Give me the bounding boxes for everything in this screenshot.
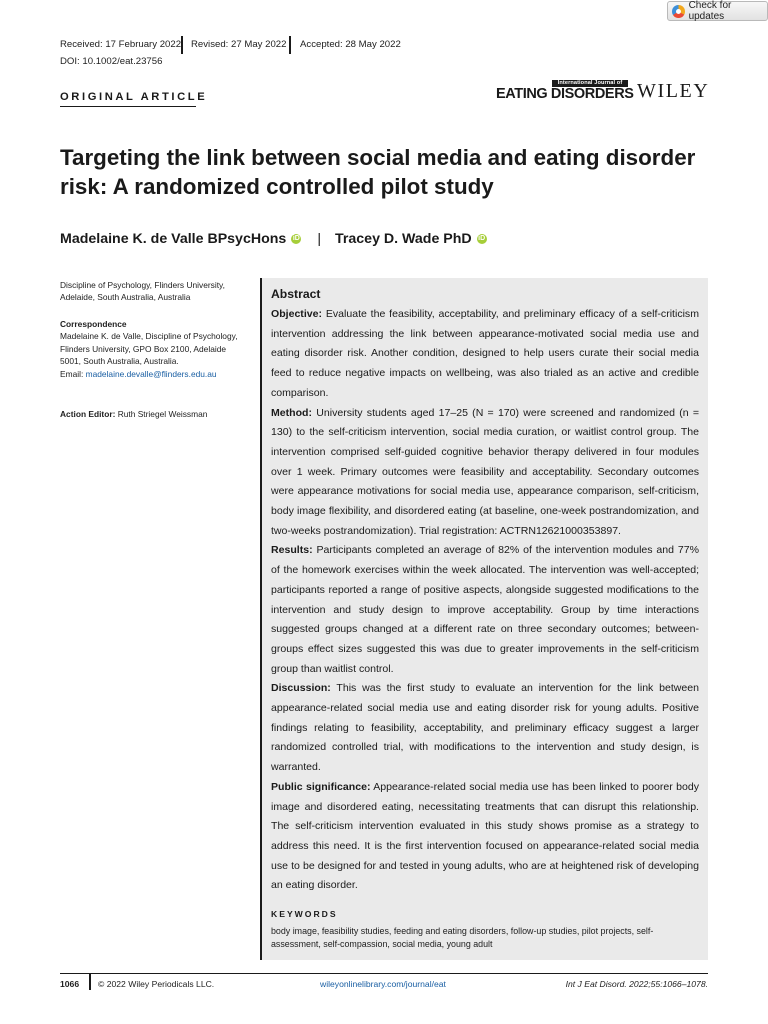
- keywords-list: body image, feasibility studies, feeding and eating disorders, follow-up studies, pilot projects, self-assessment, self-compassion, social media, young adult: [271, 926, 654, 949]
- correspondence-text: Madelaine K. de Valle, Discipline of Psychology, Flinders University, GPO Box 2100, Adelaide 5001, South Australia, Australia.: [60, 331, 238, 367]
- journal-logo-subtitle: International Journal of: [552, 80, 628, 87]
- author-name[interactable]: Tracey D. Wade PhD: [335, 231, 472, 247]
- page-number: 1066: [60, 979, 80, 989]
- citation: Int J Eat Disord. 2022;55:1066–1078.: [565, 979, 708, 989]
- divider: [181, 36, 183, 54]
- abstract-objective: Objective: Evaluate the feasibility, acceptability, and preliminary efficacy of a self-criticism intervention addressing the link between appearance-motivated social media use and eating disorder risk. Another condition, designed to help users curate their social media feed to reduce negative impacts on wellbeing, was also trialed as an active and credible comparison.: [271, 308, 699, 399]
- author-name[interactable]: Madelaine K. de Valle BPsycHons: [60, 231, 287, 247]
- keywords-heading: KEYWORDS: [271, 909, 338, 919]
- abstract-heading: Abstract: [271, 287, 321, 301]
- copyright: © 2022 Wiley Periodicals LLC.: [98, 979, 215, 989]
- correspondence-heading: Correspondence: [60, 319, 127, 329]
- abstract-significance: Public significance: Appearance-related social media use has been linked to poorer body image and disordered eating, necessitating treatments that can disrupt this relationship. The self-criticism intervention evaluated in this study shows promise as a strategy to address this need. It is the first intervention focused on appearance-related social media use to be designed for and tested in young adults, who are at heightened risk of developing an eating disorder.: [271, 780, 699, 892]
- abstract-body: [271, 305, 699, 896]
- doi: DOI: 10.1002/eat.23756: [60, 56, 163, 67]
- correspondence-block: [60, 318, 246, 380]
- abstract-results: Results: Participants completed an average of 82% of the intervention modules and 77% of the homework exercises within the week allocated. The intervention was well-accepted; participants reported a range of positive aspects, alongside suggested modifications to the intervention and study design to improve acceptability. Group by time interactions suggested groups changed at a different rate on three secondary outcomes; between-groups effect sizes suggested this was due to greater improvements in the self-criticism group than waitlist control.: [271, 544, 699, 675]
- footer-divider: [89, 973, 91, 990]
- article-title: Targeting the link between social media and eating disorder risk: A randomized controlled pilot study: [60, 145, 696, 199]
- publisher-logo: WILEY: [637, 80, 710, 102]
- journal-url-link[interactable]: wileyonlinelibrary.com/journal/eat: [320, 979, 446, 989]
- footer-rule: [60, 973, 708, 974]
- received-date: Received: 17 February 2022: [60, 39, 182, 50]
- orcid-icon[interactable]: iD: [292, 235, 300, 242]
- action-editor-label: Action Editor:: [60, 409, 116, 419]
- journal-logo: EATING DISORDERS: [496, 86, 634, 102]
- author-separator: |: [317, 231, 321, 247]
- check-for-updates-label: Check for updates: [688, 0, 732, 22]
- article-type-underline: [60, 106, 196, 107]
- email-link[interactable]: madelaine.devalle@flinders.edu.au: [85, 368, 217, 379]
- abstract-method: Method: University students aged 17–25 (N = 170) were screened and randomized (n = 130) to the self-criticism intervention, social media curation, or waitlist control group. The intervention comprised self-guided cognitive behavior therapy delivered in four modules over 1 week. Primary outcomes were feasibility and acceptability. Secondary outcomes were appearance motivations for social media use, appearance comparison, self-criticism, body image flexibility, and disordered eating (at baseline, one-week postrandomization, and two-weeks postrandomization). Trial registration: ACTRN12621000353897.: [271, 406, 699, 537]
- action-editor: [60, 408, 246, 420]
- author-line: [60, 231, 487, 247]
- crossmark-icon: [672, 5, 685, 18]
- abstract-discussion: Discussion: This was the first study to evaluate an intervention for the link between appearance-related social media use and eating disorder risk for young adults. Positive findings relating to feasibility, acceptability, and preliminary efficacy suggest a larger randomized controlled trial, with modifications to the intervention and study design, is warranted.: [271, 682, 699, 774]
- revised-date: Revised: 27 May 2022: [191, 39, 287, 50]
- divider: [289, 36, 291, 54]
- affiliation: Discipline of Psychology, Flinders University, Adelaide, South Australia, Australia: [60, 280, 225, 303]
- check-for-updates-button[interactable]: [667, 1, 768, 21]
- accepted-date: Accepted: 28 May 2022: [300, 39, 401, 50]
- abstract-left-rule: [260, 278, 262, 960]
- email-label: Email:: [60, 368, 86, 379]
- article-type: ORIGINAL ARTICLE: [60, 91, 208, 103]
- action-editor-name: Ruth Striegel Weissman: [115, 409, 208, 419]
- orcid-icon[interactable]: iD: [478, 235, 486, 242]
